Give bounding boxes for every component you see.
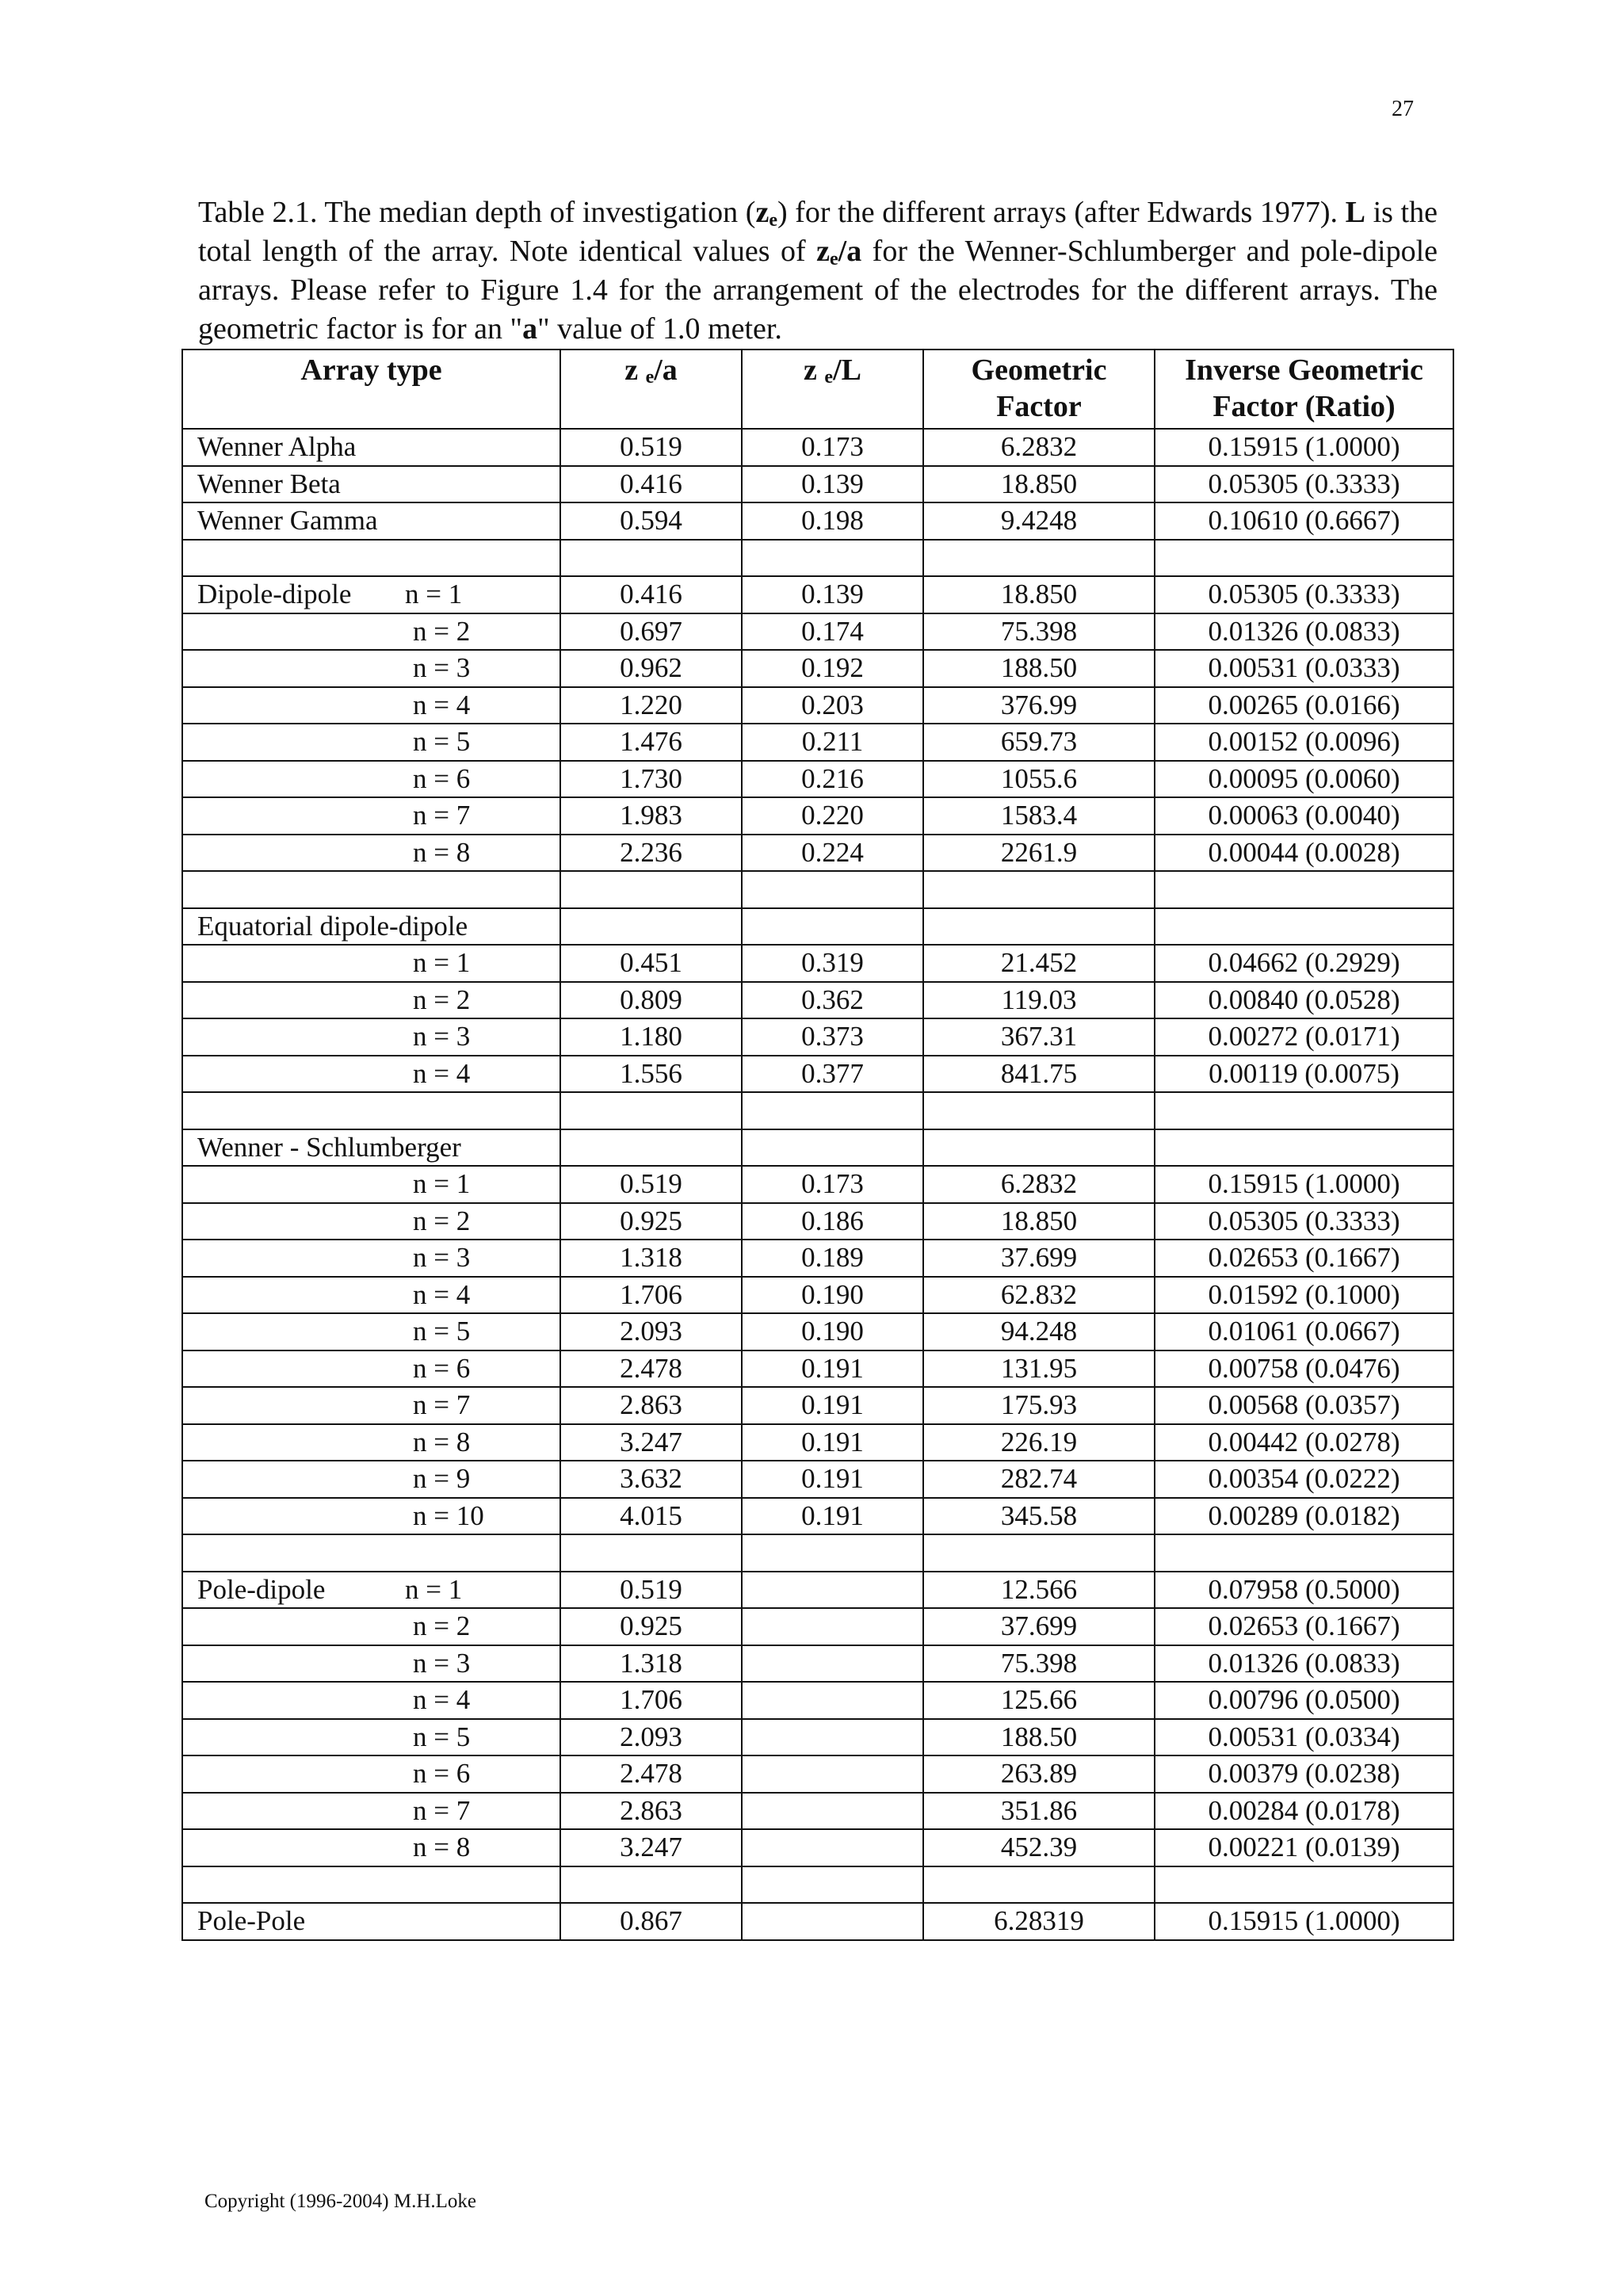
table-row	[182, 1092, 1453, 1129]
array-type-cell	[182, 1387, 560, 1424]
array-type-cell	[182, 1755, 560, 1793]
table-header-row	[182, 350, 1453, 429]
inverse-geometric-factor-cell: 0.01326 (0.0833)	[1155, 613, 1453, 651]
geometric-factor-cell: 1583.4	[923, 797, 1155, 835]
table-row	[182, 1461, 1453, 1498]
n-value: n = 10	[413, 1499, 484, 1531]
array-type-cell	[182, 1534, 560, 1572]
header-array-type: Array type	[182, 350, 560, 429]
array-type-cell	[182, 466, 560, 503]
ze-over-a-cell	[560, 540, 742, 577]
table-row	[182, 871, 1453, 908]
inverse-geometric-factor-cell: 0.15915 (1.0000)	[1155, 429, 1453, 466]
ze-over-L-cell	[742, 1866, 923, 1904]
ze-over-a-cell	[560, 908, 742, 946]
n-value: n = 3	[413, 1242, 471, 1274]
inverse-geometric-factor-cell	[1155, 540, 1453, 577]
array-type-cell	[182, 502, 560, 540]
n-value: n = 4	[413, 689, 471, 720]
inverse-geometric-factor-cell: 0.00221 (0.0139)	[1155, 1829, 1453, 1866]
table-row	[182, 908, 1453, 946]
inverse-geometric-factor-cell: 0.00796 (0.0500)	[1155, 1682, 1453, 1719]
inverse-geometric-factor-cell: 0.02653 (0.1667)	[1155, 1240, 1453, 1277]
array-type-cell	[182, 724, 560, 761]
geometric-factor-cell: 18.850	[923, 1203, 1155, 1240]
array-name: Pole-Pole	[197, 1905, 306, 1937]
table-row	[182, 1424, 1453, 1461]
array-type-cell	[182, 576, 560, 613]
inverse-geometric-factor-cell: 0.00284 (0.0178)	[1155, 1793, 1453, 1830]
inverse-geometric-factor-cell: 0.00840 (0.0528)	[1155, 982, 1453, 1019]
ze-over-a-cell: 2.093	[560, 1313, 742, 1350]
array-type-cell	[182, 687, 560, 724]
n-value: n = 3	[413, 1021, 471, 1052]
ze-over-L-cell: 0.189	[742, 1240, 923, 1277]
ze-over-a-cell: 2.093	[560, 1719, 742, 1756]
ze-over-L-cell	[742, 1129, 923, 1167]
geometric-factor-cell: 452.39	[923, 1829, 1155, 1866]
table-row	[182, 1682, 1453, 1719]
array-type-cell	[182, 1461, 560, 1498]
n-value: n = 1	[405, 1573, 463, 1605]
ze-over-L-cell: 0.191	[742, 1424, 923, 1461]
table-row	[182, 429, 1453, 466]
ze-over-a-cell: 2.478	[560, 1755, 742, 1793]
ze-over-a-cell	[560, 1092, 742, 1129]
n-value: n = 2	[413, 615, 471, 647]
ze-over-L-cell	[742, 1903, 923, 1940]
array-type-cell	[182, 1277, 560, 1314]
n-value: n = 1	[413, 1168, 471, 1200]
ze-over-a-cell: 0.809	[560, 982, 742, 1019]
array-type-cell	[182, 1056, 560, 1093]
ze-over-L-cell	[742, 540, 923, 577]
ze-over-a-cell: 1.220	[560, 687, 742, 724]
ze-over-L-cell	[742, 1793, 923, 1830]
table-row	[182, 1572, 1453, 1609]
array-type-cell	[182, 1866, 560, 1904]
n-value: n = 3	[413, 652, 471, 684]
inverse-geometric-factor-cell: 0.02653 (0.1667)	[1155, 1608, 1453, 1645]
n-value: n = 2	[413, 1205, 471, 1236]
inverse-geometric-factor-cell: 0.05305 (0.3333)	[1155, 576, 1453, 613]
ze-over-a-cell: 0.594	[560, 502, 742, 540]
ze-over-a-cell: 1.706	[560, 1277, 742, 1314]
inverse-geometric-factor-cell: 0.05305 (0.3333)	[1155, 466, 1453, 503]
table-row	[182, 1387, 1453, 1424]
geometric-factor-cell: 12.566	[923, 1572, 1155, 1609]
inverse-geometric-factor-cell: 0.00354 (0.0222)	[1155, 1461, 1453, 1498]
array-type-cell	[182, 1903, 560, 1940]
geometric-factor-cell: 376.99	[923, 687, 1155, 724]
array-type-cell	[182, 650, 560, 687]
ze-over-a-cell	[560, 1866, 742, 1904]
geometric-factor-cell: 226.19	[923, 1424, 1155, 1461]
ze-over-a-cell: 2.863	[560, 1387, 742, 1424]
array-name: Wenner Beta	[197, 468, 341, 499]
inverse-geometric-factor-cell: 0.00758 (0.0476)	[1155, 1350, 1453, 1388]
inverse-geometric-factor-cell: 0.15915 (1.0000)	[1155, 1166, 1453, 1203]
n-value: n = 4	[413, 1057, 471, 1089]
n-value: n = 2	[413, 984, 471, 1015]
geometric-factor-cell: 367.31	[923, 1018, 1155, 1056]
table-row	[182, 502, 1453, 540]
ze-over-L-cell	[742, 1719, 923, 1756]
table-row	[182, 724, 1453, 761]
ze-over-a-cell: 1.556	[560, 1056, 742, 1093]
geometric-factor-cell	[923, 1534, 1155, 1572]
inverse-geometric-factor-cell: 0.07958 (0.5000)	[1155, 1572, 1453, 1609]
inverse-geometric-factor-cell	[1155, 1129, 1453, 1167]
ze-over-a-cell: 3.247	[560, 1424, 742, 1461]
geometric-factor-cell: 188.50	[923, 1719, 1155, 1756]
n-value: n = 2	[413, 1610, 471, 1642]
inverse-geometric-factor-cell: 0.01592 (0.1000)	[1155, 1277, 1453, 1314]
array-type-cell	[182, 797, 560, 835]
ze-over-a-cell: 2.863	[560, 1793, 742, 1830]
table-row	[182, 1018, 1453, 1056]
array-type-cell	[182, 1313, 560, 1350]
geometric-factor-cell: 62.832	[923, 1277, 1155, 1314]
array-type-cell	[182, 1498, 560, 1535]
geometric-factor-cell: 6.28319	[923, 1903, 1155, 1940]
ze-over-L-cell: 0.191	[742, 1350, 923, 1388]
ze-over-a-cell: 0.519	[560, 1572, 742, 1609]
array-type-cell	[182, 1682, 560, 1719]
n-value: n = 5	[413, 726, 471, 758]
n-value: n = 1	[405, 579, 463, 610]
ze-over-L-cell: 0.174	[742, 613, 923, 651]
array-type-cell	[182, 429, 560, 466]
ze-over-L-cell	[742, 1534, 923, 1572]
n-value: n = 4	[413, 1684, 471, 1716]
array-type-cell	[182, 871, 560, 908]
n-value: n = 7	[413, 800, 471, 831]
table-row	[182, 1829, 1453, 1866]
geometric-factor-cell: 188.50	[923, 650, 1155, 687]
ze-over-L-cell	[742, 871, 923, 908]
ze-over-a-cell: 1.730	[560, 761, 742, 798]
array-name: Wenner Alpha	[197, 431, 357, 463]
ze-over-a-cell: 0.925	[560, 1608, 742, 1645]
ze-over-a-cell: 3.247	[560, 1829, 742, 1866]
n-value: n = 3	[413, 1647, 471, 1679]
table-row	[182, 1350, 1453, 1388]
geometric-factor-cell: 37.699	[923, 1608, 1155, 1645]
array-type-cell	[182, 761, 560, 798]
ze-over-a-cell: 0.416	[560, 576, 742, 613]
ze-over-a-cell: 0.697	[560, 613, 742, 651]
n-value: n = 8	[413, 1832, 471, 1863]
table-row	[182, 1166, 1453, 1203]
table-row	[182, 797, 1453, 835]
n-value: n = 6	[413, 1352, 471, 1384]
header-inverse-geometric-factor: Inverse Geometric Factor (Ratio)	[1155, 350, 1453, 429]
table-row	[182, 835, 1453, 872]
array-name: Pole-dipole	[197, 1573, 326, 1605]
ze-over-L-cell: 0.190	[742, 1277, 923, 1314]
ze-over-a-cell: 2.478	[560, 1350, 742, 1388]
array-type-cell	[182, 1829, 560, 1866]
n-value: n = 4	[413, 1278, 471, 1310]
array-type-cell	[182, 1240, 560, 1277]
geometric-factor-cell: 1055.6	[923, 761, 1155, 798]
table-row	[182, 982, 1453, 1019]
inverse-geometric-factor-cell	[1155, 1866, 1453, 1904]
ze-over-L-cell: 0.173	[742, 429, 923, 466]
table-body	[182, 429, 1453, 1940]
n-value: n = 7	[413, 1794, 471, 1826]
inverse-geometric-factor-cell: 0.00289 (0.0182)	[1155, 1498, 1453, 1535]
ze-over-L-cell: 0.190	[742, 1313, 923, 1350]
table-row	[182, 1866, 1453, 1904]
ze-over-a-cell: 0.451	[560, 945, 742, 982]
page-number: 27	[1392, 97, 1414, 121]
ze-over-L-cell: 0.191	[742, 1498, 923, 1535]
inverse-geometric-factor-cell: 0.15915 (1.0000)	[1155, 1903, 1453, 1940]
array-type-cell	[182, 908, 560, 946]
table-row	[182, 1903, 1453, 1940]
copyright-footer: Copyright (1996-2004) M.H.Loke	[204, 2191, 477, 2212]
ze-over-a-cell	[560, 871, 742, 908]
table-row	[182, 945, 1453, 982]
inverse-geometric-factor-cell: 0.00442 (0.0278)	[1155, 1424, 1453, 1461]
ze-over-a-cell: 0.519	[560, 429, 742, 466]
ze-over-a-cell: 1.318	[560, 1240, 742, 1277]
inverse-geometric-factor-cell: 0.00119 (0.0075)	[1155, 1056, 1453, 1093]
inverse-geometric-factor-cell	[1155, 1534, 1453, 1572]
array-type-cell	[182, 540, 560, 577]
ze-over-a-cell	[560, 1534, 742, 1572]
ze-over-L-cell: 0.377	[742, 1056, 923, 1093]
table-row	[182, 1056, 1453, 1093]
ze-over-L-cell: 0.191	[742, 1387, 923, 1424]
ze-over-L-cell	[742, 908, 923, 946]
geometric-factor-cell: 841.75	[923, 1056, 1155, 1093]
table-row	[182, 613, 1453, 651]
table-row	[182, 540, 1453, 577]
geometric-factor-cell: 75.398	[923, 1645, 1155, 1683]
ze-over-L-cell: 0.373	[742, 1018, 923, 1056]
ze-over-a-cell: 0.925	[560, 1203, 742, 1240]
inverse-geometric-factor-cell	[1155, 908, 1453, 946]
array-type-cell	[182, 1793, 560, 1830]
inverse-geometric-factor-cell: 0.00272 (0.0171)	[1155, 1018, 1453, 1056]
table-row	[182, 1719, 1453, 1756]
geometric-factor-cell: 18.850	[923, 576, 1155, 613]
array-type-cell	[182, 1608, 560, 1645]
geometric-factor-cell	[923, 908, 1155, 946]
n-value: n = 8	[413, 1426, 471, 1457]
geometric-factor-cell: 9.4248	[923, 502, 1155, 540]
ze-over-a-cell	[560, 1129, 742, 1167]
geometric-factor-cell: 94.248	[923, 1313, 1155, 1350]
table-caption: Table 2.1. The median depth of investigation $(z_e)$ for the different arrays (after Edwards 1977). L is the total length of the array. Note identical values of $z_e/a$ for the Wenner-Schlumberger and pole-dipole arrays. Please refer to Figure 1.4 for the arrangement of the electrodes for the different arrays. The geometric factor is for an "a" value of 1.0 meter.	[198, 196, 1438, 346]
ze-over-L-cell: 0.139	[742, 576, 923, 613]
array-name: Equatorial dipole-dipole	[197, 910, 468, 942]
ze-over-L-cell: 0.216	[742, 761, 923, 798]
inverse-geometric-factor-cell: 0.04662 (0.2929)	[1155, 945, 1453, 982]
table-row	[182, 1203, 1453, 1240]
ze-over-L-cell: 0.139	[742, 466, 923, 503]
table-row	[182, 576, 1453, 613]
geometric-factor-cell	[923, 871, 1155, 908]
geometric-factor-cell	[923, 540, 1155, 577]
array-name: Wenner - Schlumberger	[197, 1131, 461, 1163]
geometric-factor-cell	[923, 1866, 1155, 1904]
inverse-geometric-factor-cell: 0.00063 (0.0040)	[1155, 797, 1453, 835]
array-type-cell	[182, 1424, 560, 1461]
array-type-cell	[182, 1129, 560, 1167]
header-ze-over-L: z $_e$/L	[742, 350, 923, 429]
ze-over-a-cell: 0.962	[560, 650, 742, 687]
inverse-geometric-factor-cell: 0.00152 (0.0096)	[1155, 724, 1453, 761]
inverse-geometric-factor-cell	[1155, 1092, 1453, 1129]
ze-over-L-cell	[742, 1572, 923, 1609]
inverse-geometric-factor-cell: 0.10610 (0.6667)	[1155, 502, 1453, 540]
ze-over-a-cell: 1.318	[560, 1645, 742, 1683]
ze-over-L-cell: 0.173	[742, 1166, 923, 1203]
array-type-cell	[182, 1719, 560, 1756]
geometric-factor-cell: 351.86	[923, 1793, 1155, 1830]
geometric-factor-cell: 131.95	[923, 1350, 1155, 1388]
ze-over-L-cell: 0.224	[742, 835, 923, 872]
geometric-factor-cell: 175.93	[923, 1387, 1155, 1424]
inverse-geometric-factor-cell: 0.00095 (0.0060)	[1155, 761, 1453, 798]
ze-over-a-cell: 4.015	[560, 1498, 742, 1535]
ze-over-L-cell: 0.211	[742, 724, 923, 761]
ze-over-L-cell: 0.198	[742, 502, 923, 540]
table-row	[182, 761, 1453, 798]
array-type-cell	[182, 945, 560, 982]
ze-over-L-cell	[742, 1755, 923, 1793]
ze-over-a-cell: 1.476	[560, 724, 742, 761]
ze-over-a-cell: 1.706	[560, 1682, 742, 1719]
geometric-factor-cell	[923, 1129, 1155, 1167]
ze-over-L-cell: 0.192	[742, 650, 923, 687]
inverse-geometric-factor-cell: 0.05305 (0.3333)	[1155, 1203, 1453, 1240]
array-type-cell	[182, 1645, 560, 1683]
ze-over-L-cell: 0.362	[742, 982, 923, 1019]
inverse-geometric-factor-cell: 0.01326 (0.0833)	[1155, 1645, 1453, 1683]
array-name: Wenner Gamma	[197, 505, 378, 537]
geometric-factor-cell: 6.2832	[923, 429, 1155, 466]
geometric-factor-cell: 282.74	[923, 1461, 1155, 1498]
table-row	[182, 650, 1453, 687]
ze-over-L-cell	[742, 1092, 923, 1129]
ze-over-L-cell: 0.319	[742, 945, 923, 982]
header-geometric-factor: Geometric Factor	[923, 350, 1155, 429]
inverse-geometric-factor-cell: 0.00568 (0.0357)	[1155, 1387, 1453, 1424]
ze-over-L-cell: 0.191	[742, 1461, 923, 1498]
table-row	[182, 1129, 1453, 1167]
ze-over-L-cell	[742, 1829, 923, 1866]
geometric-factor-cell: 119.03	[923, 982, 1155, 1019]
ze-over-a-cell: 2.236	[560, 835, 742, 872]
n-value: n = 1	[413, 947, 471, 979]
array-type-cell	[182, 982, 560, 1019]
ze-over-L-cell: 0.203	[742, 687, 923, 724]
table-row	[182, 1498, 1453, 1535]
geometric-factor-cell: 125.66	[923, 1682, 1155, 1719]
ze-over-a-cell: 1.983	[560, 797, 742, 835]
table-row	[182, 466, 1453, 503]
ze-over-L-cell	[742, 1608, 923, 1645]
array-type-cell	[182, 1018, 560, 1056]
array-type-cell	[182, 1092, 560, 1129]
array-name: Dipole-dipole	[197, 579, 352, 610]
geometric-factor-cell: 18.850	[923, 466, 1155, 503]
geometric-factor-cell: 659.73	[923, 724, 1155, 761]
ze-over-a-cell: 0.519	[560, 1166, 742, 1203]
geometric-factor-cell	[923, 1092, 1155, 1129]
n-value: n = 8	[413, 836, 471, 868]
table-row	[182, 1793, 1453, 1830]
geometric-factor-cell: 2261.9	[923, 835, 1155, 872]
n-value: n = 6	[413, 1758, 471, 1790]
array-type-cell	[182, 1350, 560, 1388]
ze-over-L-cell	[742, 1645, 923, 1683]
table-row	[182, 1534, 1453, 1572]
array-type-cell	[182, 1572, 560, 1609]
n-value: n = 5	[413, 1316, 471, 1347]
ze-over-a-cell: 0.867	[560, 1903, 742, 1940]
table-row	[182, 1608, 1453, 1645]
inverse-geometric-factor-cell: 0.00265 (0.0166)	[1155, 687, 1453, 724]
table-row	[182, 1645, 1453, 1683]
geometric-factor-cell: 21.452	[923, 945, 1155, 982]
n-value: n = 5	[413, 1721, 471, 1752]
geometric-factor-cell: 75.398	[923, 613, 1155, 651]
n-value: n = 6	[413, 762, 471, 794]
table-row	[182, 1313, 1453, 1350]
geometric-factor-cell: 263.89	[923, 1755, 1155, 1793]
table-row	[182, 1755, 1453, 1793]
geometric-factor-cell: 6.2832	[923, 1166, 1155, 1203]
n-value: n = 7	[413, 1389, 471, 1421]
ze-over-a-cell: 3.632	[560, 1461, 742, 1498]
ze-over-a-cell: 1.180	[560, 1018, 742, 1056]
geometric-factor-cell: 345.58	[923, 1498, 1155, 1535]
array-type-cell	[182, 835, 560, 872]
header-ze-over-a: z $_e$/a	[560, 350, 742, 429]
array-type-cell	[182, 1166, 560, 1203]
ze-over-L-cell: 0.186	[742, 1203, 923, 1240]
array-type-cell	[182, 613, 560, 651]
inverse-geometric-factor-cell: 0.00531 (0.0333)	[1155, 650, 1453, 687]
inverse-geometric-factor-cell: 0.00531 (0.0334)	[1155, 1719, 1453, 1756]
table-row	[182, 1240, 1453, 1277]
ze-over-L-cell	[742, 1682, 923, 1719]
inverse-geometric-factor-cell: 0.00044 (0.0028)	[1155, 835, 1453, 872]
depth-of-investigation-table	[181, 349, 1454, 1941]
table-row	[182, 687, 1453, 724]
geometric-factor-cell: 37.699	[923, 1240, 1155, 1277]
inverse-geometric-factor-cell: 0.00379 (0.0238)	[1155, 1755, 1453, 1793]
n-value: n = 9	[413, 1463, 471, 1495]
ze-over-L-cell: 0.220	[742, 797, 923, 835]
inverse-geometric-factor-cell: 0.01061 (0.0667)	[1155, 1313, 1453, 1350]
table-row	[182, 1277, 1453, 1314]
ze-over-a-cell: 0.416	[560, 466, 742, 503]
array-type-cell	[182, 1203, 560, 1240]
inverse-geometric-factor-cell	[1155, 871, 1453, 908]
